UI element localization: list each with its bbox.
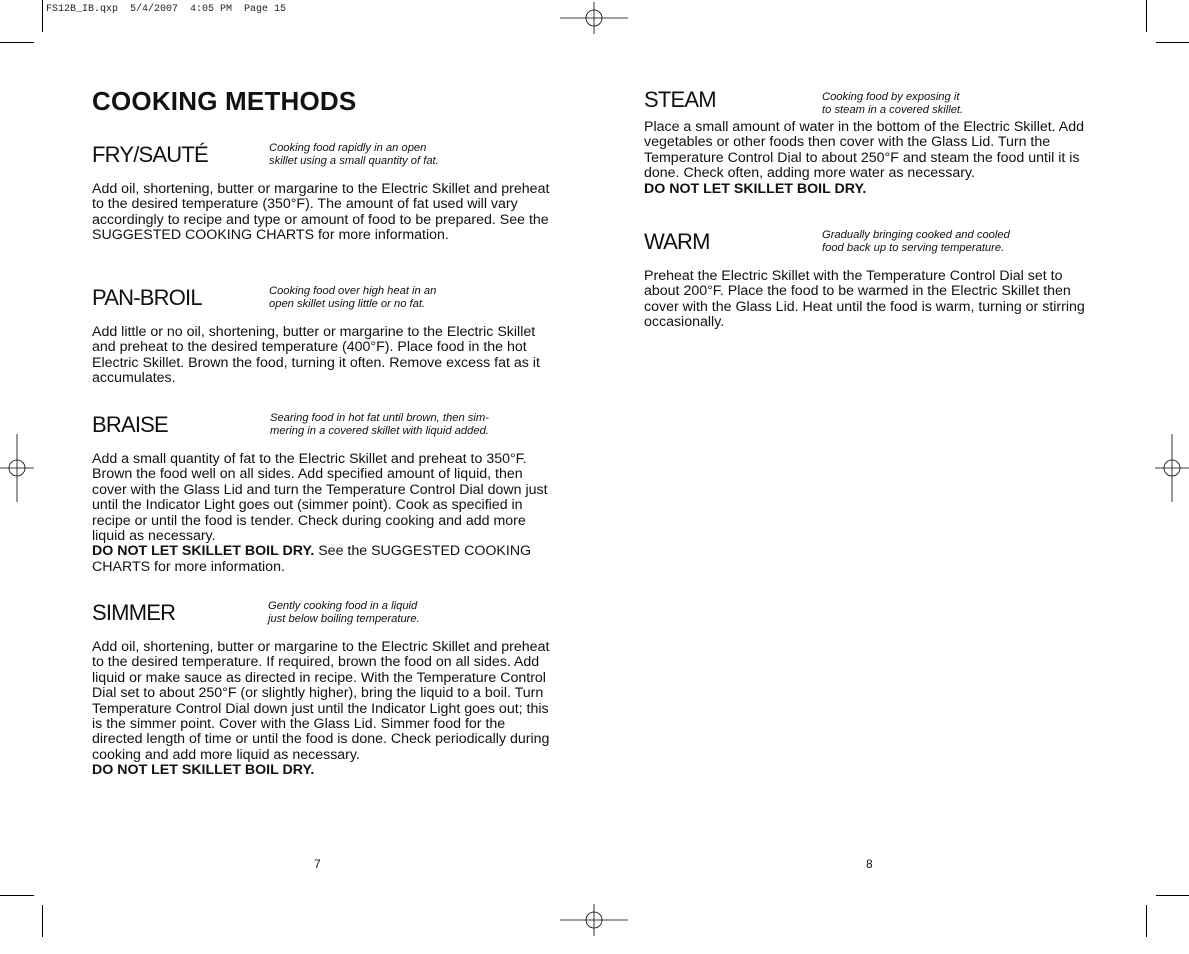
crop-mark	[42, 0, 43, 32]
crop-mark	[0, 42, 34, 43]
boil-dry-warning: DO NOT LET SKILLET BOIL DRY.	[92, 762, 315, 779]
method-steam	[644, 87, 1100, 197]
method-name: FRY/SAUTÉ	[92, 142, 208, 167]
method-simmer	[92, 600, 552, 779]
crop-mark	[0, 895, 34, 896]
registration-mark-icon	[1155, 434, 1189, 502]
method-pan-broil	[92, 285, 552, 387]
registration-mark-icon	[560, 2, 628, 34]
method-description: Cooking food by exposing it to steam in a covered skillet.	[822, 91, 964, 116]
crop-mark	[1146, 0, 1147, 32]
method-name: STEAM	[644, 87, 716, 112]
method-body: Add little or no oil, shortening, butter or margarine to the Electric Skillet and preheat to the desired temperature (400°F). Place food in the hot Electric Skillet. Brown the food, turning it often. Remove excess fat as it accumulates.	[92, 324, 540, 387]
method-description: Gently cooking food in a liquid just below boiling temperature.	[268, 600, 420, 625]
method-description: Searing food in hot fat until brown, then sim- mering in a covered skillet with liquid added.	[270, 412, 489, 437]
method-name: PAN-BROIL	[92, 285, 202, 310]
page-number-right: 8	[866, 857, 873, 871]
registration-mark-icon	[560, 904, 628, 936]
method-warm	[644, 229, 1100, 331]
method-description: Gradually bringing cooked and cooled food back up to serving temperature.	[822, 229, 1010, 254]
page-number-left: 7	[314, 857, 321, 871]
method-name: SIMMER	[92, 600, 176, 625]
crop-mark	[1156, 42, 1189, 43]
method-description: Cooking food rapidly in an open skillet using a small quantity of fat.	[269, 142, 439, 167]
printer-slug: FS12B_IB.qxp 5/4/2007 4:05 PM Page 15	[46, 4, 287, 15]
crop-mark	[1146, 905, 1147, 937]
boil-dry-warning: DO NOT LET SKILLET BOIL DRY.	[92, 543, 315, 560]
method-body: Add a small quantity of fat to the Electric Skillet and preheat to 350°F. Brown the food well on all sides. Add specified amount of liquid, then cover with the Glass Lid and turn the Temperature Control Dial down just until the Indicator Light goes out (simmer point). Cook as specified in recipe or until the food is tender. Check during cooking and add more liquid as necessary. DO NOT LET SKILLET BOIL DRY. See the SUGGESTED COOKING CHARTS for more information.	[92, 451, 548, 575]
method-body: Add oil, shortening, butter or margarine to the Electric Skillet and preheat to the desired temperature. If required, brown the food on all sides. Add liquid or make sauce as directed in recipe. With the Temperature Control Dial set to about 250°F (or slightly higher), bring the liquid to a boil. Turn Temperature Control Dial down just until the Indicator Light goes out; this is the simmer point. Cover with the Glass Lid. Simmer food for the directed length of time or until the food is done. Check periodically during cooking and add more liquid as necessary. DO NOT LET SKILLET BOIL DRY.	[92, 639, 550, 779]
method-description: Cooking food over high heat in an open skillet using little or no fat.	[269, 285, 437, 310]
method-braise	[92, 412, 552, 575]
crop-mark	[42, 905, 43, 937]
method-body: Preheat the Electric Skillet with the Temperature Control Dial set to about 200°F. Place the food to be warmed in the Electric Skillet then cover with the Glass Lid. Heat until the food is warm, turning or stirring occasionally.	[644, 268, 1085, 331]
crop-mark	[1156, 895, 1189, 896]
method-body: Place a small amount of water in the bottom of the Electric Skillet. Add vegetables or other foods then cover with the Glass Lid. Turn the Temperature Control Dial to about 250°F and steam the food until it is done. Check often, adding more water as necessary. DO NOT LET SKILLET BOIL DRY.	[644, 119, 1085, 197]
method-body: Add oil, shortening, butter or margarine to the Electric Skillet and preheat to the desired temperature (350°F). The amount of fat used will vary accordingly to recipe and type or amount of food to be prepared. See the SUGGESTED COOKING CHARTS for more information.	[92, 181, 550, 244]
method-name: BRAISE	[92, 412, 168, 437]
method-name: WARM	[644, 229, 710, 254]
page-title: COOKING METHODS	[92, 86, 357, 116]
boil-dry-warning: DO NOT LET SKILLET BOIL DRY.	[644, 180, 867, 197]
registration-mark-icon	[0, 434, 34, 502]
method-fry-saute	[92, 142, 552, 244]
